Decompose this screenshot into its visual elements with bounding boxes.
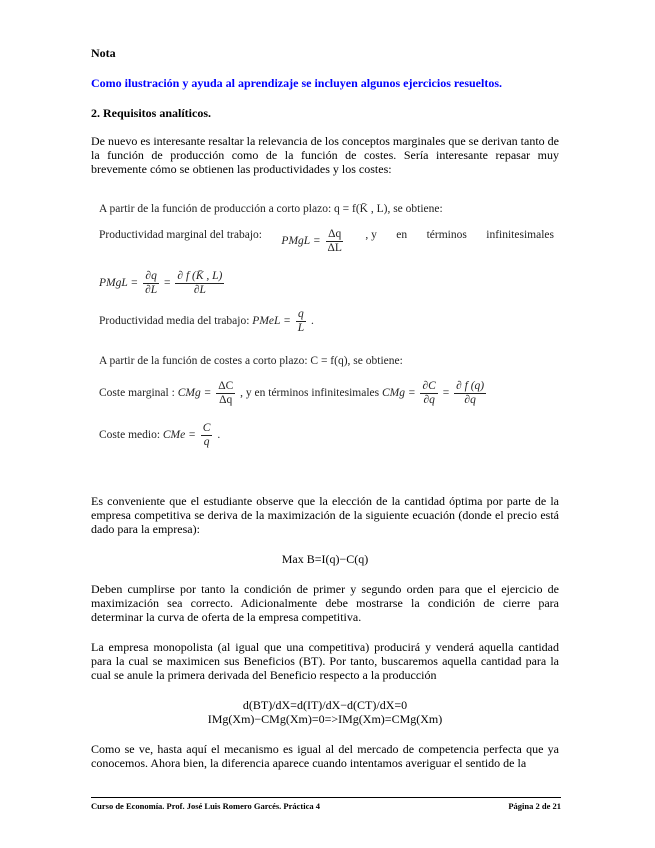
formula-cmg bbox=[99, 380, 488, 407]
pmgl-num: Δq bbox=[328, 228, 342, 240]
cme-lhs: CMe = bbox=[162, 429, 196, 442]
pmgl-tail-1: , y bbox=[365, 229, 377, 241]
cme-num: C bbox=[202, 422, 211, 434]
cmg-inf-eq: = bbox=[442, 387, 450, 400]
formula-pmgl-infinitesimal bbox=[99, 270, 226, 297]
pmgl-inf-num1: ∂q bbox=[145, 270, 157, 282]
cmg-inf-den1: ∂q bbox=[423, 394, 435, 406]
optimum-paragraph: Es conveniente que el estudiante observe que la elección de la cantidad óptima por parte de la empresa competitiva se deriva de la maximización de la siguiente ecuación (donde el precio está dado para la empresa): bbox=[91, 494, 559, 536]
intro-paragraph: De nuevo es interesante resaltar la relevancia de los conceptos marginales que se derivan tanto de la función de producción como de la función de costes. Sería interesante repasar muy brevemente cómo se obtienen las productividades y los costes: bbox=[91, 134, 559, 176]
cmg-mid: , y en términos infinitesimales bbox=[240, 387, 380, 400]
formulas-image bbox=[91, 194, 559, 482]
pmgl-inf-den1: ∂L bbox=[145, 284, 158, 296]
pmel-fraction bbox=[296, 308, 306, 335]
formula-pmel bbox=[99, 308, 314, 335]
cmg-inf-den2: ∂q bbox=[464, 394, 476, 406]
monopoly-paragraph: La empresa monopolista (al igual que una competitiva) producirá y venderá aquella cantidad para la cual se maximicen sus Beneficios (BT). Por tanto, buscaremos aquella cantidad para la cual se anule la primera derivada del Beneficio respecto a la producción bbox=[91, 640, 559, 682]
cmg-fraction bbox=[216, 380, 235, 407]
pmgl-tail-2: en bbox=[396, 229, 408, 241]
final-paragraph: Como se ve, hasta aquí el mecanismo es igual al del mercado de competencia perfecta que ya conocemos. Ahora bien, la diferencia aparece cuando intentamos averiguar el sentido de la bbox=[91, 742, 559, 770]
pmgl-lhs: PMgL = bbox=[281, 235, 321, 248]
footer-course: Curso de Economía. Prof. José Luis Romero Garcés. Práctica 4 bbox=[91, 801, 320, 811]
pmel-den: L bbox=[297, 322, 305, 334]
equation-derivative-2: IMg(Xm)−CMg(Xm)=0=>IMg(Xm)=CMg(Xm) bbox=[207, 712, 443, 726]
cmg-den: Δq bbox=[219, 394, 233, 406]
pmgl-den: ΔL bbox=[327, 242, 342, 254]
cme-den: q bbox=[203, 436, 210, 448]
pmgl-label: Productividad marginal del trabajo: bbox=[99, 229, 262, 241]
pmel-lhs: PMeL = bbox=[252, 315, 291, 328]
pmgl-inf-num2: ∂ f (K̄ , L) bbox=[177, 270, 223, 282]
cmg-label: Coste marginal : bbox=[99, 387, 175, 400]
pmgl-inf-lhs: PMgL = bbox=[99, 277, 139, 290]
nota-heading: Nota bbox=[91, 46, 116, 60]
cmg-inf-fraction-1 bbox=[420, 380, 437, 407]
cme-label: Coste medio: bbox=[99, 429, 161, 442]
pmel-label: Productividad media del trabajo: bbox=[99, 315, 250, 328]
condition-paragraph: Deben cumplirse por tanto la condición de primer y segundo orden para que el ejercicio de maximización sea correcto. Adicionalmente debe mostrarse la condición de cierre para determinar la curva de oferta de la empresa competitiva. bbox=[91, 582, 559, 624]
cmg-inf-fraction-2 bbox=[454, 380, 486, 407]
pmel-end: . bbox=[311, 315, 314, 328]
pmgl-expression bbox=[281, 228, 345, 255]
section-heading: 2. Requisitos analíticos. bbox=[91, 106, 212, 120]
pmgl-tail-4: infinitesimales bbox=[486, 229, 554, 241]
cmg-inf-num1: ∂C bbox=[422, 380, 436, 392]
pmel-num: q bbox=[298, 308, 304, 320]
formula-pmgl bbox=[99, 228, 554, 255]
cme-end: . bbox=[217, 429, 221, 442]
footer-page-number: Página 2 de 21 bbox=[508, 801, 561, 811]
cmg-inf-lhs: CMg = bbox=[381, 387, 416, 400]
pmgl-fraction bbox=[325, 228, 343, 255]
pmgl-inf-fraction-1 bbox=[143, 270, 159, 297]
equation-derivative-1: d(BT)/dX=d(IT)/dX−d(CT)/dX=0 bbox=[242, 698, 408, 712]
cmg-lhs: CMg = bbox=[177, 387, 212, 400]
page-footer bbox=[91, 797, 561, 811]
formula-production-intro: A partir de la función de producción a corto plazo: q = f(K̄ , L), se obtiene: bbox=[99, 203, 443, 215]
formula-costs-intro: A partir de la función de costes a corto plazo: C = f(q), se obtiene: bbox=[99, 355, 403, 367]
nota-text: Como ilustración y ayuda al aprendizaje se incluyen algunos ejercicios resueltos. bbox=[91, 76, 502, 90]
pmgl-inf-eq: = bbox=[164, 277, 171, 290]
pmgl-inf-den2: ∂L bbox=[193, 284, 206, 296]
equation-max-benefit: Max B=I(q)−C(q) bbox=[281, 552, 369, 566]
formula-cme bbox=[99, 422, 220, 449]
page-content bbox=[91, 46, 559, 770]
pmgl-tail-3: términos bbox=[426, 229, 467, 241]
pmgl-inf-fraction-2 bbox=[175, 270, 224, 297]
cme-fraction bbox=[201, 422, 213, 449]
cmg-inf-num2: ∂ f (q) bbox=[456, 380, 485, 392]
cmg-num: ΔC bbox=[218, 380, 234, 392]
